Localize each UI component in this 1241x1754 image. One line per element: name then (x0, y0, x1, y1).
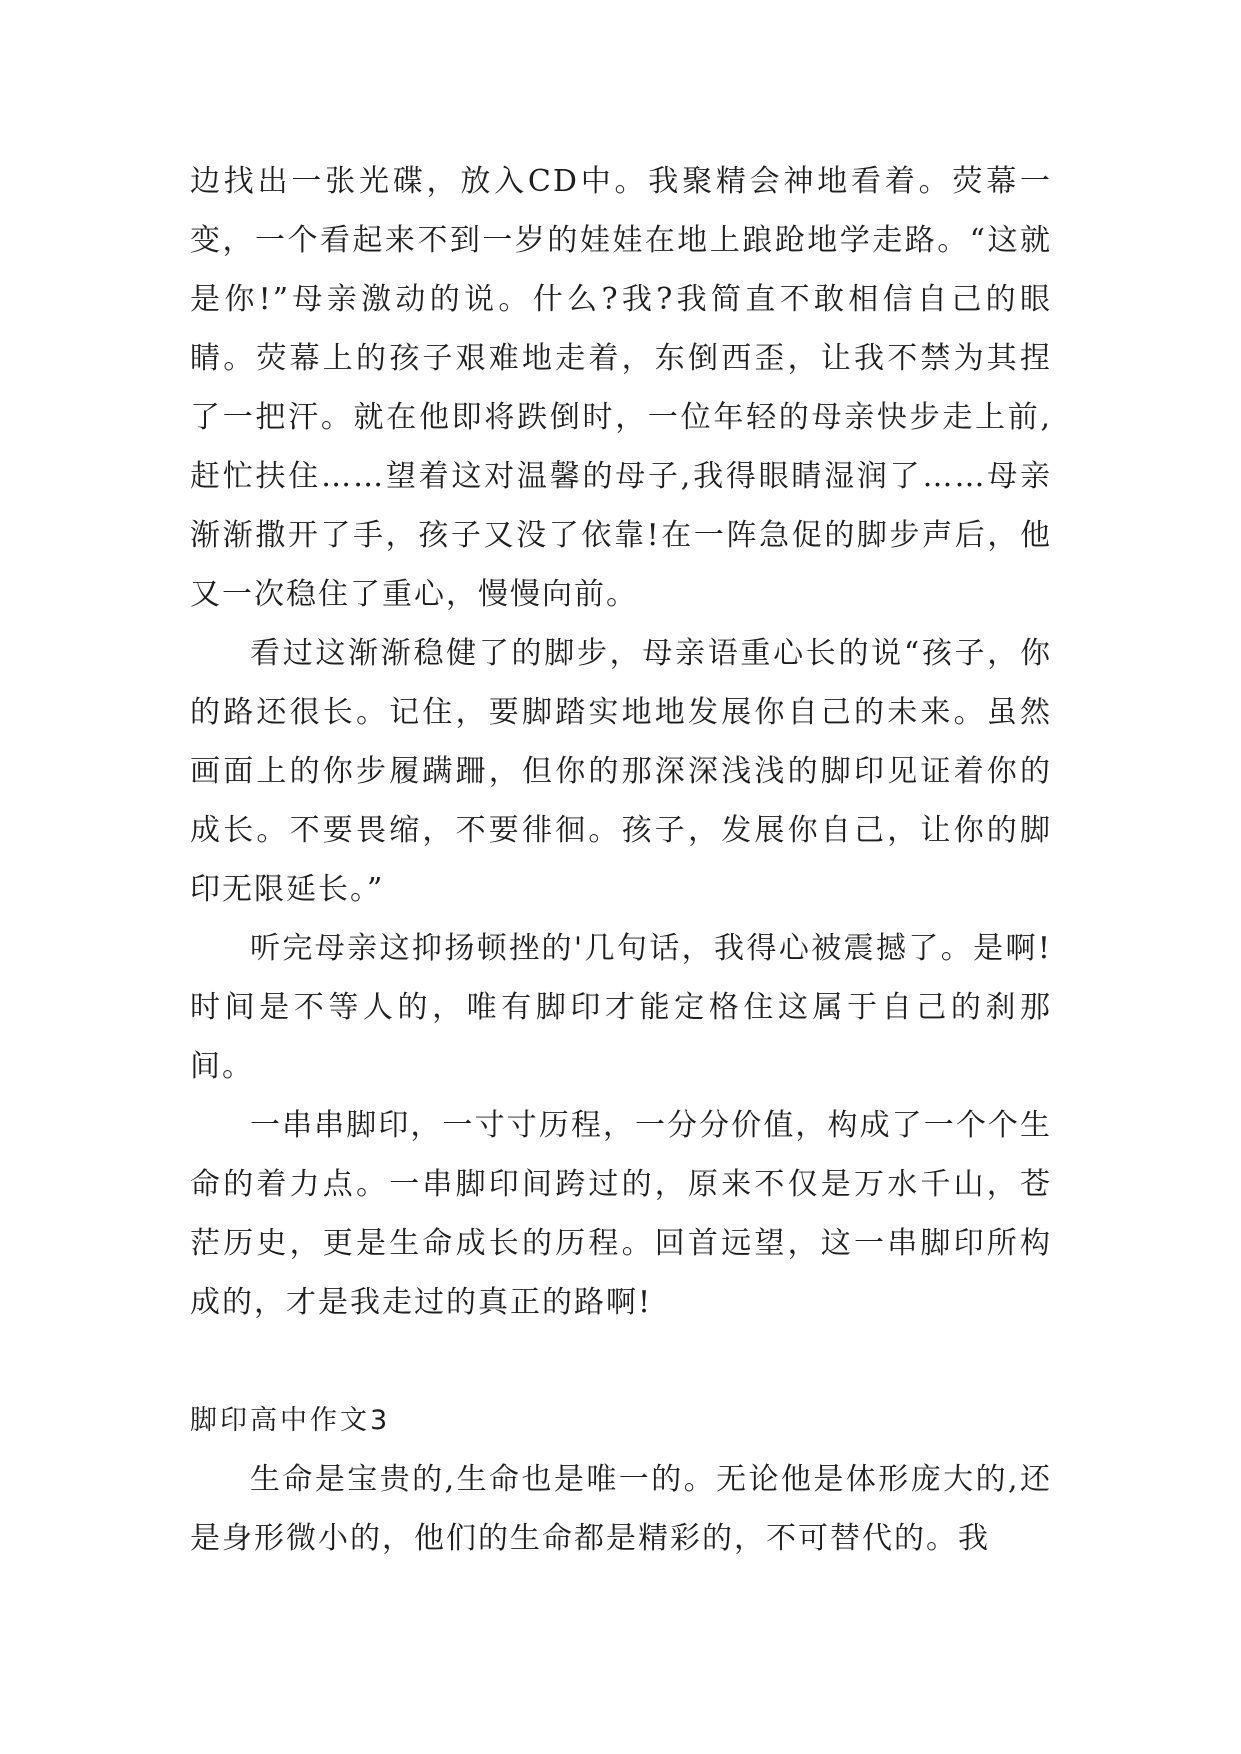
paragraph-3: 听完母亲这抑扬顿挫的'几句话，我得心被震撼了。是啊!时间是不等人的，唯有脚印才能定格住这属于自己的刹那间。 (190, 931, 1052, 1084)
section-paragraph-1: 生命是宝贵的,生命也是唯一的。无论他是体形庞大的,还是身形微小的，他们的生命都是精彩的，不可替代的。我 (190, 1462, 1052, 1556)
section-heading: 脚印高中作文3 (190, 1405, 391, 1436)
paragraph-1: 边找出一张光碟，放入CD中。我聚精会神地看着。荧幕一变，一个看起来不到一岁的娃娃在地上踉跄地学走路。“这就是你!”母亲激动的说。什么?我?我简直不敢相信自己的眼睛。荧幕上的孩子艰难地走着，东倒西歪，让我不禁为其捏了一把汗。就在他即将跌倒时，一位年轻的母亲快步走上前,赶忙扶住……望着这对温馨的母子,我得眼睛湿润了……母亲渐渐撒开了手，孩子又没了依靠!在一阵急促的脚步声后，他又一次稳住了重心，慢慢向前。 (190, 164, 1052, 612)
paragraph-2: 看过这渐渐稳健了的脚步，母亲语重心长的说“孩子，你的路还很长。记住，要脚踏实地地发展你自己的未来。虽然画面上的你步履蹒跚，但你的那深深浅浅的脚印见证着你的成长。不要畏缩，不要徘徊。孩子，发展你自己，让你的脚印无限延长。” (190, 636, 1052, 907)
paragraph-4: 一串串脚印，一寸寸历程，一分分价值，构成了一个个生命的着力点。一串脚印间跨过的，原来不仅是万水千山，苍茫历史，更是生命成长的历程。回首远望，这一串脚印所构成的，才是我走过的真正的路啊! (190, 1108, 1052, 1320)
document-body (190, 152, 1052, 1568)
